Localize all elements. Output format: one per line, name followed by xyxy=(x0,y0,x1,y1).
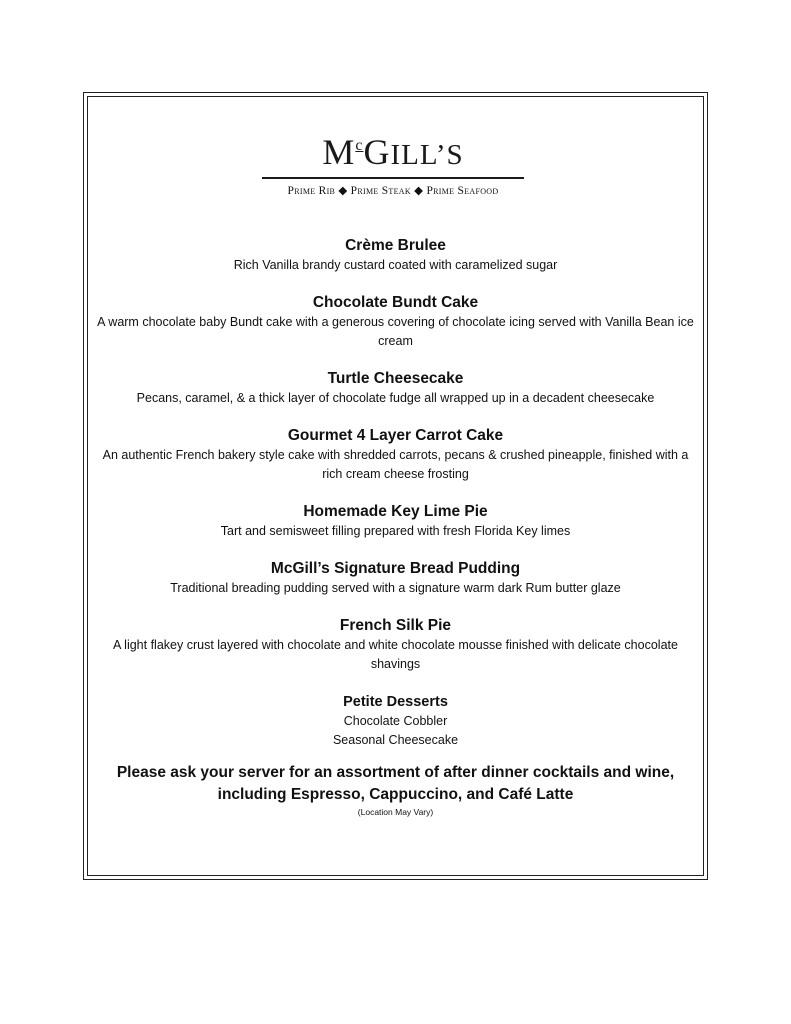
petite-desserts xyxy=(92,692,699,750)
petite-desserts-list xyxy=(92,712,699,750)
menu-item-description: Traditional breading pudding served with a signature warm dark Rum butter glaze xyxy=(170,581,621,595)
logo-rule xyxy=(262,177,524,179)
menu-item-title: Homemade Key Lime Pie xyxy=(303,503,488,520)
logo-tagline: Prime Rib ◆ Prime Steak ◆ Prime Seafood xyxy=(287,185,499,197)
petite-desserts-title: Petite Desserts xyxy=(343,694,448,710)
petite-dessert-item: Seasonal Cheesecake xyxy=(332,733,459,747)
closing-text: Please ask your server for an assortment of after dinner cocktails and wine, including Espresso, Cappuccino, and Café Latte xyxy=(116,764,675,803)
menu-item xyxy=(92,616,699,674)
menu-item-title: Chocolate Bundt Cake xyxy=(312,294,479,311)
petite-dessert-item: Chocolate Cobbler xyxy=(343,714,448,728)
logo-name-rest: ILL’S xyxy=(390,139,464,171)
logo-letter-m: M xyxy=(322,132,356,172)
closing-section xyxy=(92,762,699,818)
menu-item xyxy=(92,426,699,484)
dessert-menu xyxy=(92,236,699,818)
menu-item-title: French Silk Pie xyxy=(339,617,452,634)
menu-item-description: Pecans, caramel, & a thick layer of chocolate fudge all wrapped up in a decadent cheesecake xyxy=(136,391,655,405)
logo-name xyxy=(262,128,524,173)
menu-item-description: A warm chocolate baby Bundt cake with a generous covering of chocolate icing served with Vanilla Bean ice cream xyxy=(97,315,694,348)
menu-item-description: An authentic French bakery style cake with shredded carrots, pecans & crushed pineapple, finished with a rich cream cheese frosting xyxy=(102,448,689,481)
menu-item xyxy=(92,369,699,408)
closing-note: (Location May Vary) xyxy=(357,807,434,817)
menu-item xyxy=(92,559,699,598)
menu-item-description: Rich Vanilla brandy custard coated with caramelized sugar xyxy=(233,258,558,272)
menu-item-description: Tart and semisweet filling prepared with fresh Florida Key limes xyxy=(220,524,571,538)
logo-letter-c: c xyxy=(355,137,364,154)
menu-item-title: Crème Brulee xyxy=(345,237,446,254)
menu-item-title: McGill’s Signature Bread Pudding xyxy=(270,560,521,577)
menu-item-description: A light flakey crust layered with chocolate and white chocolate mousse finished with delicate chocolate shavings xyxy=(113,638,678,671)
menu-item-title: Gourmet 4 Layer Carrot Cake xyxy=(287,427,504,444)
menu-item xyxy=(92,293,699,351)
menu-item xyxy=(92,502,699,541)
restaurant-logo xyxy=(262,128,524,197)
logo-letter-g: G xyxy=(363,132,391,172)
menu-item-title: Turtle Cheesecake xyxy=(327,370,464,387)
menu-item xyxy=(92,236,699,275)
